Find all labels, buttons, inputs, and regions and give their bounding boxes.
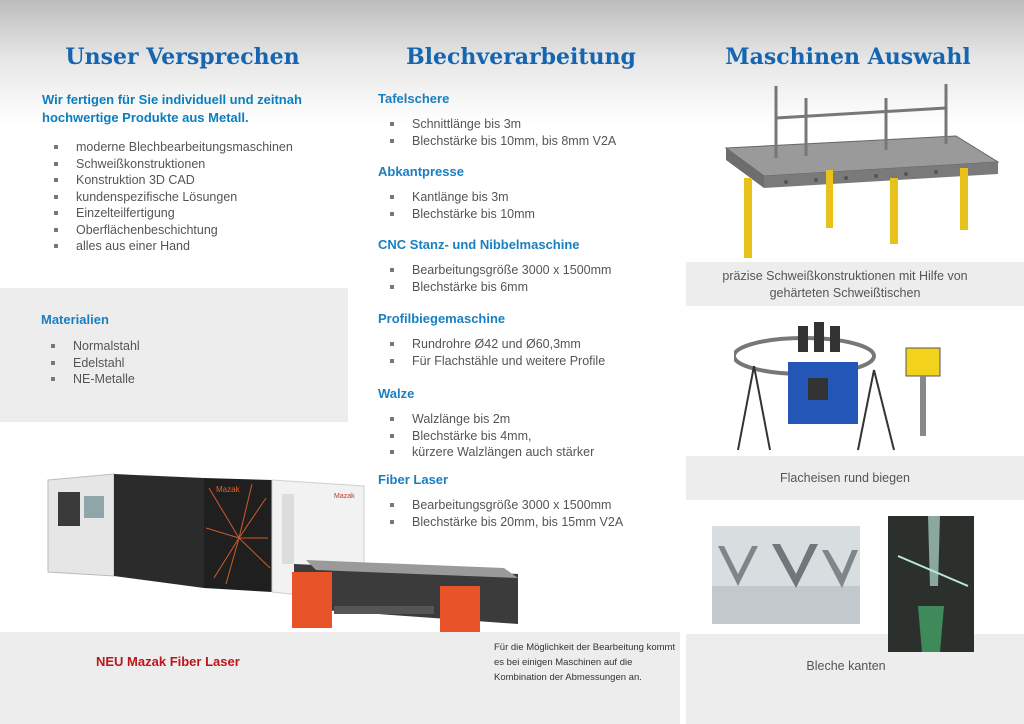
welding-table-image xyxy=(716,78,1006,260)
list-item: Oberflächenbeschichtung xyxy=(42,222,342,239)
section-cnc xyxy=(378,237,678,311)
press-brake-image xyxy=(888,516,974,652)
list-item: Blechstärke bis 6mm xyxy=(378,279,678,296)
list-item: Blechstärke bis 10mm xyxy=(378,206,678,223)
section-walze xyxy=(378,386,678,472)
list-item: Blechstärke bis 4mm, xyxy=(378,428,678,445)
list-item: Für Flachstähle und weitere Profile xyxy=(378,353,678,370)
section-profilbiege xyxy=(378,311,678,386)
list-item: moderne Blechbearbeitungsmaschinen xyxy=(42,139,342,156)
list-item: kürzere Walzlängen auch stärker xyxy=(378,444,678,461)
list-item: NE-Metalle xyxy=(39,371,319,388)
list-item: Rundrohre Ø42 und Ø60,3mm xyxy=(378,336,678,353)
caption1-band xyxy=(686,262,1024,306)
materials-title: Materialien xyxy=(41,312,109,327)
section-title: Tafelschere xyxy=(378,91,450,106)
list-item: Kantlänge bis 3m xyxy=(378,189,678,206)
list-item: kundenspezifische Lösungen xyxy=(42,189,342,206)
list-item: Schnittlänge bis 3m xyxy=(378,116,678,133)
list-item: Bearbeitungsgröße 3000 x 1500mm xyxy=(378,497,678,514)
list-item: Schweißkonstruktionen xyxy=(42,156,342,173)
list-item: Einzelteilfertigung xyxy=(42,205,342,222)
col3-title: Maschinen Auswahl xyxy=(725,44,971,70)
section-title: Abkantpresse xyxy=(378,164,464,179)
processing-sections xyxy=(378,91,678,530)
caption-welding: präzise Schweißkonstruktionen mit Hilfe von gehärteten Schweißtischen xyxy=(722,269,968,300)
footnote: Für die Möglichkeit der Bearbeitung kommt es bei einigen Maschinen auf die Kombination der Abmessungen an. xyxy=(494,642,676,683)
bent-sheets-image xyxy=(712,526,860,624)
list-item: Blechstärke bis 20mm, bis 15mm V2A xyxy=(378,514,678,531)
promise-list xyxy=(42,139,342,255)
profile-bending-image xyxy=(734,318,954,452)
svg-text:Mazak: Mazak xyxy=(334,493,355,500)
laser-caption: NEU Mazak Fiber Laser xyxy=(96,654,240,669)
list-item: Edelstahl xyxy=(39,355,319,372)
list-item: Bearbeitungsgröße 3000 x 1500mm xyxy=(378,262,678,279)
list-item: Konstruktion 3D CAD xyxy=(42,172,342,189)
materials-list xyxy=(39,338,319,388)
list-item: Normalstahl xyxy=(39,338,319,355)
section-tafelschere xyxy=(378,91,678,164)
caption-kanten: Bleche kanten xyxy=(806,659,886,673)
col1-title: Unser Versprechen xyxy=(65,44,300,70)
list-item: Walzlänge bis 2m xyxy=(378,411,678,428)
col2-title: Blechverarbeitung xyxy=(406,44,636,70)
caption-bending: Flacheisen rund biegen xyxy=(780,471,910,485)
caption2-band xyxy=(686,456,1024,500)
section-title: CNC Stanz- und Nibbelmaschine xyxy=(378,237,580,252)
list-item: alles aus einer Hand xyxy=(42,238,342,255)
section-title: Walze xyxy=(378,386,415,401)
section-title: Fiber Laser xyxy=(378,472,449,487)
list-item: Blechstärke bis 10mm, bis 8mm V2A xyxy=(378,133,678,150)
section-fiber-laser xyxy=(378,472,678,530)
col1-intro: Wir fertigen für Sie individuell und zeitnah hochwertige Produkte aus Metall. xyxy=(42,92,302,125)
mazak-logo: Mazak xyxy=(216,485,240,494)
materials-panel xyxy=(0,288,348,422)
section-abkantpresse xyxy=(378,164,678,237)
section-title: Profilbiegemaschine xyxy=(378,311,506,326)
